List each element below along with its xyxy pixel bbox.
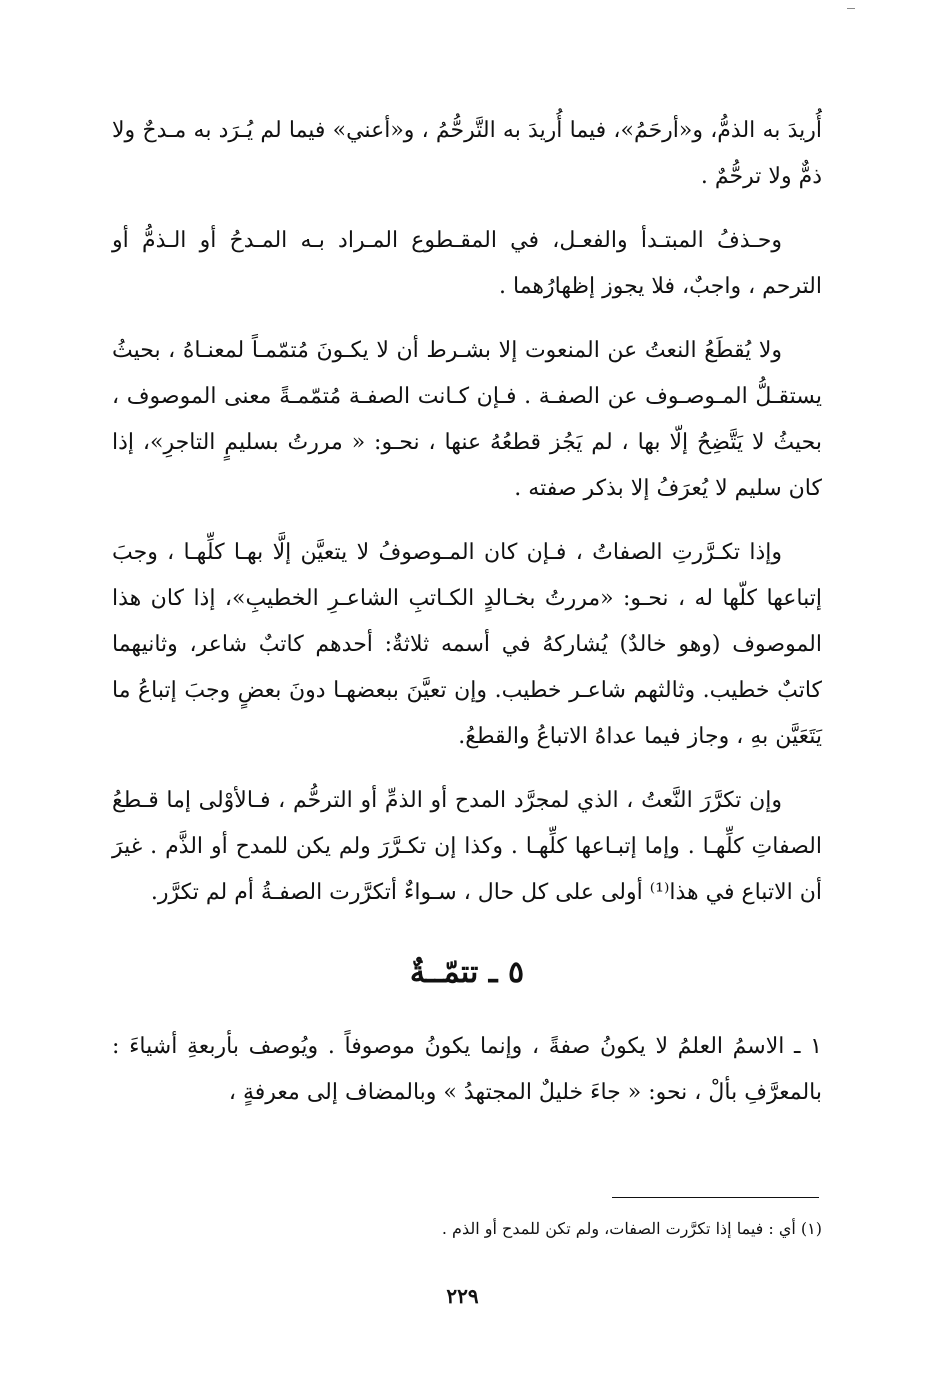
section-heading: ٥ ـ تتمّــةٌ xyxy=(409,955,525,990)
paragraph-4: وإذا تكـرَّرتِ الصفاتُ ، فـإن كان المـوصوفُ لا يتعيَّن إلَّا بهـا كلِّهـا ، وجبَ إتباعها كلّها له ، نحـو: «مررتُ بخـالدٍ الكـاتبِ الشاعـرِ الخطيبِ»، إذا كان هذا الموصوف (وهو خالدٌ) يُشاركهُ في أسمه ثلاثةٌ: أحدهم كاتبٌ شاعر، وثانيهما كاتبٌ خطيب. وثالثهم شاعـر خطيب. وإن تعيَّنَ ببعضهـا دونَ بعضٍ وجبَ إتباعُ ما يَتَعَيَّن بهِ ، وجاز فيما عداهُ الاتباعُ والقطعُ. xyxy=(112,540,822,749)
main-text xyxy=(112,108,822,1134)
footnote-divider xyxy=(612,1197,819,1198)
scan-mark xyxy=(847,8,855,9)
paragraph-5: وإن تكرَّرَ النَّعتُ ، الذي لمجرَّد المدح أو الذمِّ أو الترحُّم ، فـالأوْلى إما قـطعُ الصفاتِ كلِّهـا . وإما إتبـاعها كلِّهـا . وكذا إن تكـرَّرَ ولم يكن للمدح أو الذَّم . غيرَ أن الاتباع في هذا⁽¹⁾ أولى على كل حال ، سـواءٌ أتكرَّرت الصفـةُ أم لم تكرَّر. xyxy=(112,788,822,905)
paragraph-3: ولا يُقطَعُ النعتُ عن المنعوت إلا بشـرط أن لا يكـونَ مُتمّمـاً لمعنـاهُ ، بحيثُ يستقـلُّ المـوصـوف عن الصفـة . فـإن كـانت الصفـة مُتمّمـةً معنى الموصوف ، بحيثُ لا يَتَّضِحُ إلّا بها ، لم يَجُز قطعُهُ عنها ، نحـو: « مررتُ بسليمٍ التاجرِ»، إذا كان سليم لا يُعرَفُ إلا بذكر صفته . xyxy=(112,338,822,501)
paragraph-2: وحـذفُ المبتـدأ والفعـل، في المقـطوع المـراد بـه المـدحُ أو الـذمُّ أو الترحم ، واجبٌ، فلا يجوز إظهارُهما . xyxy=(112,228,822,299)
section-paragraph-1: ١ ـ الاسمُ العلمُ لا يكونُ صفةً ، وإنما يكونُ موصوفاً . ويُوصف بأربعةِ أشياءَ : بالمعرَّفِ بألْ ، نحو: « جاءَ خليلٌ المجتهدُ » وبالمضاف إلى معرفةٍ ، xyxy=(112,1034,822,1105)
paragraph-1: أُريدَ به الذمُّ، و«أرحَمُ»، فيما أُريدَ به التَّرحُّمُ ، و«أعني» فيما لم يُـرَد به مـدحٌ ولا ذمٌّ ولا ترحُّمٌ . xyxy=(112,118,822,189)
footnote: (١) أي : فيما إذا تكرَّرت الصفات، ولم تكن للمدح أو الذم . xyxy=(441,1219,822,1238)
page-number: ٢٢٩ xyxy=(446,1284,479,1308)
